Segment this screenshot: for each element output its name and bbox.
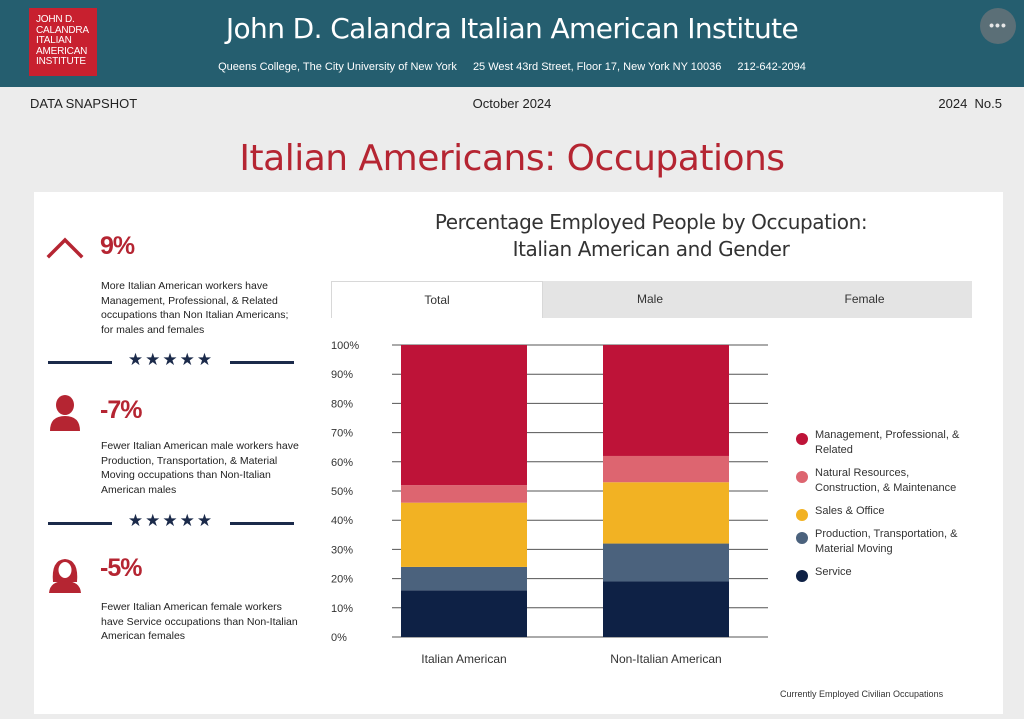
page-title: Italian Americans: Occupations: [239, 138, 785, 179]
issue-date: October 2024: [472, 96, 552, 111]
address-street: 25 West 43rd Street, Floor 17, New York NY 10036: [472, 61, 722, 73]
bar-segment: [603, 456, 729, 482]
logo-line: INSTITUTE: [36, 56, 86, 67]
star-divider: [48, 352, 294, 372]
content-panel: [34, 192, 1003, 714]
y-tick-label: 40%: [331, 515, 354, 528]
stat-value: 9%: [100, 232, 135, 260]
x-tick-label: Non-Italian American: [610, 652, 722, 666]
stat-value: -7%: [100, 396, 142, 424]
site-header: [0, 0, 1024, 87]
snapshot-label: DATA SNAPSHOT: [30, 96, 138, 111]
y-tick-label: 80%: [331, 398, 354, 411]
y-tick-label: 30%: [331, 544, 354, 557]
x-tick-label: Italian American: [421, 652, 507, 666]
bar-segment: [401, 485, 527, 503]
star-icons: ★★★★★: [127, 350, 215, 369]
legend-swatch: [796, 471, 808, 483]
y-tick-label: 20%: [331, 573, 354, 586]
star-divider: [48, 513, 294, 533]
tab-male[interactable]: Male: [636, 292, 663, 306]
legend-label: Sales & Office: [815, 505, 885, 517]
address-phone: 212-642-2094: [737, 61, 806, 73]
stat-service: [34, 552, 304, 662]
legend-swatch: [796, 509, 808, 521]
y-tick-label: 90%: [331, 369, 354, 382]
legend-swatch: [796, 570, 808, 582]
stat-value: -5%: [100, 554, 142, 582]
y-tick-label: 100%: [331, 340, 360, 352]
male-person-icon: [46, 394, 84, 432]
legend-swatch: [796, 433, 808, 445]
legend-label: Production, Transportation, & Material Moving: [815, 528, 958, 555]
female-person-icon: [46, 556, 84, 594]
gender-tabs: [331, 281, 972, 318]
legend-label: Service: [815, 566, 852, 578]
bar-segment: [401, 503, 527, 567]
institute-title: John D. Calandra Italian American Institute: [225, 12, 799, 45]
legend-label: Management, Professional, & Related: [815, 429, 960, 456]
stat-management: [34, 230, 304, 340]
bar-segment: [401, 345, 527, 485]
logo-line: AMERICAN: [36, 45, 88, 57]
bar-segment: [401, 567, 527, 590]
chart-title: [331, 209, 971, 263]
tab-female[interactable]: Female: [844, 292, 885, 306]
stacked-bar-chart: [324, 332, 784, 672]
y-tick-label: 10%: [331, 602, 354, 615]
stat-description: Fewer Italian American female workers have Service occupations than Non-Italian American females: [101, 601, 298, 642]
logo-line: CALANDRA: [36, 24, 89, 36]
bar-segment: [603, 582, 729, 637]
chevron-up-icon: [46, 230, 84, 268]
address-college: Queens College, The City University of New York: [218, 61, 457, 73]
logo-line: ITALIAN: [36, 35, 72, 46]
chart-title-line: Percentage Employed People by Occupation:: [434, 210, 868, 234]
stat-description: More Italian American workers have Management, Professional, & Related occupations than Non Italian Americans; for males and females: [101, 280, 289, 336]
bar-segment: [603, 544, 729, 582]
chart-title-line: Italian American and Gender: [512, 237, 790, 261]
bar-segment: [401, 590, 527, 637]
star-icons: ★★★★★: [127, 511, 215, 530]
bar-segment: [603, 345, 729, 456]
y-tick-label: 0%: [331, 632, 347, 644]
stat-production: [34, 394, 304, 504]
chart-footnote: Currently Employed Civilian Occupations: [780, 689, 944, 699]
more-options-button[interactable]: •••: [980, 8, 1016, 44]
issue-number: 2024 No.5: [938, 96, 1002, 111]
bar-segment: [603, 482, 729, 543]
stat-description: Fewer Italian American male workers have Production, Transportation, & Material Moving occupations than Non-Italian American males: [101, 440, 299, 496]
legend-label: Natural Resources, Construction, & Maintenance: [815, 467, 957, 494]
institute-address: [0, 61, 1024, 73]
y-tick-label: 60%: [331, 456, 354, 469]
logo-line: JOHN D.: [36, 14, 75, 25]
y-tick-label: 70%: [331, 427, 354, 440]
tab-total[interactable]: Total: [331, 281, 543, 318]
legend-swatch: [796, 532, 808, 544]
y-tick-label: 50%: [331, 486, 354, 498]
